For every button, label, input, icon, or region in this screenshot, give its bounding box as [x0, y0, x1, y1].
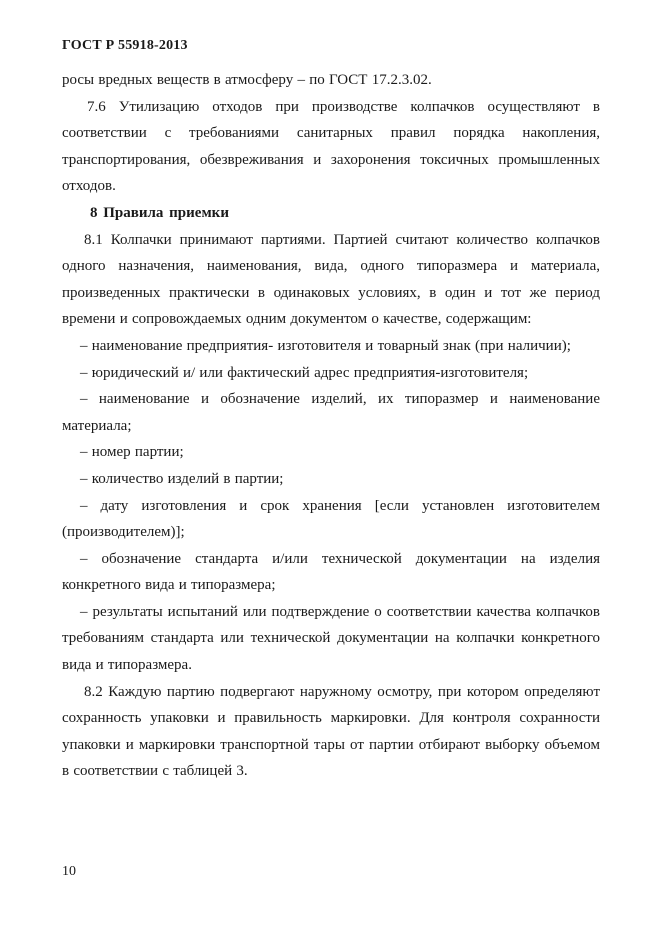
list-item: – юридический и/ или фактический адрес предприятия-изготовителя; [80, 364, 529, 381]
page-number: 10 [62, 864, 76, 879]
paragraph-8-2: 8.2 Каждую партию подвергают наружному осмотру, при котором определяют сохранность упаковки и правильность маркировки. Для контроля сохранности упаковки и маркировки транспортной тары от партии отбирают выборку объемом в соответствии с таблицей 3. [62, 683, 600, 780]
list-item: – наименование и обозначение изделий, их типоразмер и наименование материала; [62, 391, 600, 434]
paragraph-7-6: 7.6 Утилизацию отходов при производстве колпачков осуществляют в соответствии с требованиями санитарных правил порядка накопления, транспортирования, обезвреживания и захоронения токсичных промышленных отходов. [62, 98, 600, 195]
list-item: – дату изготовления и срок хранения [если установлен изготовителем (производителем)]; [62, 497, 600, 541]
paragraph-continuation: росы вредных веществ в атмосферу – по ГОСТ 17.2.3.02. [62, 72, 432, 88]
list-item: – количество изделий в партии; [80, 470, 284, 487]
list-item: – результаты испытаний или подтверждение о соответствии качества колпачков требованиям стандарта или технической документации на колпачки конкретного вида и типоразмера. [62, 603, 600, 674]
section-8-heading: 8 Правила приемки [90, 204, 229, 221]
page-body [62, 67, 600, 785]
list-item: – обозначение стандарта и/или технической документации на изделия конкретного вида и типоразмера; [62, 550, 600, 594]
list-item: – наименование предприятия- изготовителя и товарный знак (при наличии); [80, 337, 571, 354]
paragraph-8-1: 8.1 Колпачки принимают партиями. Партией считают количество колпачков одного назначения, наименования, вида, одного типоразмера и материала, произведенных практически в одинаковых условиях, в один и тот же период времени и сопровождаемых одним документом о качестве, содержащим: [62, 231, 600, 328]
document-header: ГОСТ Р 55918-2013 [62, 38, 188, 53]
list-item: – номер партии; [80, 444, 184, 461]
